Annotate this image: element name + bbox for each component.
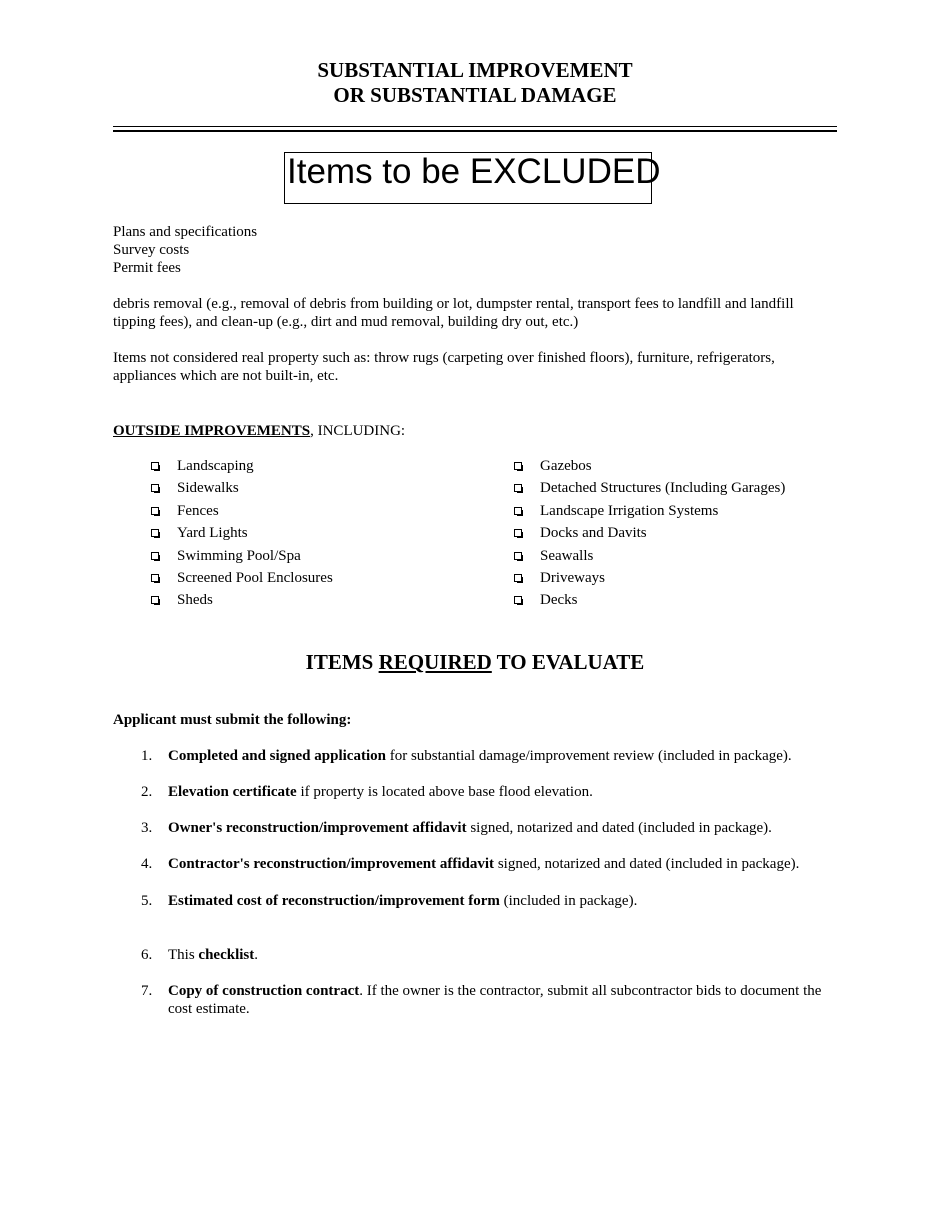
checkbox-icon — [514, 529, 522, 537]
applicant-intro: Applicant must submit the following: — [113, 712, 352, 728]
list-item: Yard Lights — [151, 522, 471, 544]
checkbox-icon — [151, 507, 159, 515]
checkbox-icon — [514, 507, 522, 515]
list-item: Docks and Davits — [514, 522, 844, 544]
list-item: Sheds — [151, 589, 471, 611]
excluded-line-plans: Plans and specifications — [113, 224, 258, 240]
list-item: Fences — [151, 500, 471, 522]
required-item-6: 6. This checklist. — [141, 947, 258, 963]
required-item-7: 7. Copy of construction contract. If the owner is the contractor, submit all subcontractor bids to document the cost estimate. — [141, 983, 822, 1017]
outside-list-right — [514, 455, 844, 612]
checkbox-icon — [514, 574, 522, 582]
required-item-3: 3. Owner's reconstruction/improvement affidavit signed, notarized and dated (included in package). — [141, 820, 772, 836]
items-required-title: ITEMS REQUIRED TO EVALUATE — [305, 650, 645, 674]
outside-improvements-rest: , INCLUDING: — [310, 423, 406, 439]
checkbox-icon — [151, 596, 159, 604]
required-item-4: 4. Contractor's reconstruction/improvement affidavit signed, notarized and dated (included in package). — [141, 856, 800, 872]
checkbox-icon — [151, 574, 159, 582]
list-item: Gazebos — [514, 455, 844, 477]
document-title-line2: OR SUBSTANTIAL DAMAGE — [333, 83, 617, 107]
checkbox-icon — [514, 596, 522, 604]
checkbox-icon — [514, 484, 522, 492]
excluded-line-survey: Survey costs — [113, 242, 190, 258]
required-item-2: 2. Elevation certificate if property is located above base flood elevation. — [141, 784, 593, 800]
checkbox-icon — [151, 484, 159, 492]
required-item-5: 5. Estimated cost of reconstruction/improvement form (included in package). — [141, 893, 638, 909]
document-title-line1: SUBSTANTIAL IMPROVEMENT — [317, 58, 633, 82]
outside-list-left — [151, 455, 471, 612]
list-item: Sidewalks — [151, 477, 471, 499]
debris-paragraph: debris removal (e.g., removal of debris from building or lot, dumpster rental, transport fees to landfill and landfill tipping fees), and clean-up (e.g., dirt and mud removal, building dry out, etc.) — [113, 296, 794, 330]
checkbox-icon — [151, 529, 159, 537]
list-item: Swimming Pool/Spa — [151, 545, 471, 567]
checkbox-icon — [151, 552, 159, 560]
list-item: Landscaping — [151, 455, 471, 477]
outside-improvements-underlined: OUTSIDE IMPROVEMENTS — [113, 423, 311, 439]
excluded-heading-box — [284, 152, 661, 204]
checkbox-icon — [514, 462, 522, 470]
list-item: Landscape Irrigation Systems — [514, 500, 844, 522]
excluded-heading: Items to be EXCLUDED — [287, 152, 661, 191]
required-item-1: 1. Completed and signed application for substantial damage/improvement review (included in package). — [141, 748, 792, 764]
excluded-line-permit: Permit fees — [113, 260, 181, 276]
required-underlined: REQUIRED — [378, 650, 492, 674]
real-property-paragraph: Items not considered real property such as: throw rugs (carpeting over finished floors), furniture, refrigerators, appliances which are not built-in, etc. — [113, 350, 775, 384]
list-item: Screened Pool Enclosures — [151, 567, 471, 589]
list-item: Detached Structures (Including Garages) — [514, 477, 844, 499]
checkbox-icon — [514, 552, 522, 560]
list-item: Driveways — [514, 567, 844, 589]
outside-improvements-label — [113, 422, 405, 440]
header-rule-top — [113, 126, 837, 127]
checkbox-icon — [151, 462, 159, 470]
header-rule-bottom — [113, 130, 837, 132]
list-item: Decks — [514, 589, 844, 611]
list-item: Seawalls — [514, 545, 844, 567]
